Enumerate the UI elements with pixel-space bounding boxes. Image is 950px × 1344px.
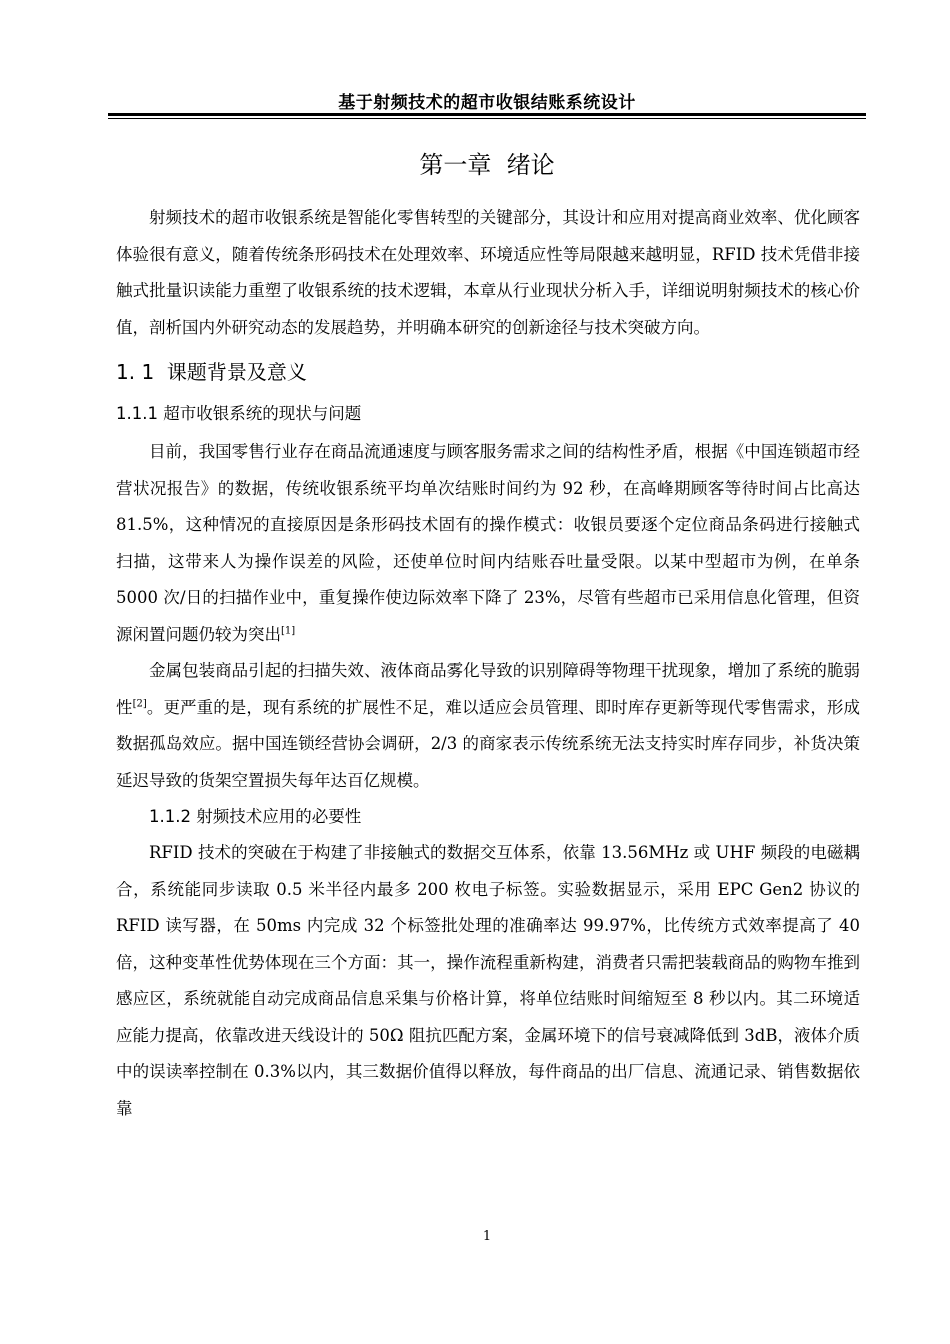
running-header: 基于射频技术的超市收银结账系统设计 bbox=[338, 93, 636, 113]
section-heading-1-1-2: 1.1.2 射频技术应用的必要性 bbox=[149, 807, 362, 826]
header-rule-thin bbox=[108, 118, 866, 119]
paragraph-text: 目前，我国零售行业存在商品流通速度与顾客服务需求之间的结构性矛盾，根据《中国连锁超市经营状况报告》的数据，传统收银系统平均单次结账时间约为 92 秒，在高峰期顾客等待时间占比高达 81.5%，这种情况的直接原因是条形码技术固有的操作模式：收银员要逐个定位商品条码进行接触式扫描，这带来人为操作误差的风险，还使单位时间内结账吞吐量受限。以某中型超市为例，在单条 5000 次/日的扫描作业中，重复操作使边际效率下降了 23%，尽管有些超市已采用信息化管理，但资源闲置问题仍较为突出 bbox=[116, 442, 860, 644]
page-number: 1 bbox=[482, 1229, 492, 1244]
citation-ref-1: [1] bbox=[281, 625, 296, 636]
paragraph-interference bbox=[116, 653, 860, 799]
section-heading-1-1-1: 1.1.1 超市收银系统的现状与问题 bbox=[116, 404, 362, 423]
document-body bbox=[116, 200, 860, 1127]
intro-paragraph: 射频技术的超市收银系统是智能化零售转型的关键部分，其设计和应用对提高商业效率、优化顾客体验很有意义，随着传统条形码技术在处理效率、环境适应性等局限越来越明显，RFID 技术凭借非接触式批量识读能力重塑了收银系统的技术逻辑，本章从行业现状分析入手，详细说明射频技术的核心价值，剖析国内外研究动态的发展趋势，并明确本研究的创新途径与技术突破方向。 bbox=[116, 208, 860, 337]
header-rule-thick bbox=[108, 113, 866, 116]
paragraph-status-quo bbox=[116, 434, 860, 653]
paragraph-rfid-necessity: RFID 技术的突破在于构建了非接触式的数据交互体系，依靠 13.56MHz 或 UHF 频段的电磁耦合，系统能同步读取 0.5 米半径内最多 200 枚电子标签。实验数据显示，采用 EPC Gen2 协议的 RFID 读写器，在 50ms 内完成 32 个标签批处理的准确率达 99.97%，比传统方式效率提高了 40 倍，这种变革性优势体现在三个方面：其一，操作流程重新构建，消费者只需把装载商品的购物车推到感应区，系统就能自动完成商品信息采集与价格计算，将单位结账时间缩短至 8 秒以内。其二环境适应能力提高，依靠改进天线设计的 50Ω 阻抗匹配方案，金属环境下的信号衰减降低到 3dB，液体介质中的误读率控制在 0.3%以内，其三数据价值得以释放，每件商品的出厂信息、流通记录、销售数据依靠 bbox=[116, 843, 860, 1118]
section-heading-1-1: 1. 1 课题背景及意义 bbox=[116, 360, 307, 384]
chapter-title: 第一章 绪论 bbox=[419, 151, 555, 179]
paragraph-text: 。更严重的是，现有系统的扩展性不足，难以适应会员管理、即时库存更新等现代零售需求，形成数据孤岛效应。据中国连锁经营协会调研，2/3 的商家表示传统系统无法支持实时库存同步，补货决策延迟导致的货架空置损失每年达百亿规模。 bbox=[116, 697, 861, 790]
citation-ref-2: [2] bbox=[132, 698, 147, 709]
paragraph-text: 金属包装商品引起的扫描失效、液体商品雾化导致的识别障碍等物理干扰现象，增加了系统的脆弱性 bbox=[116, 661, 860, 717]
